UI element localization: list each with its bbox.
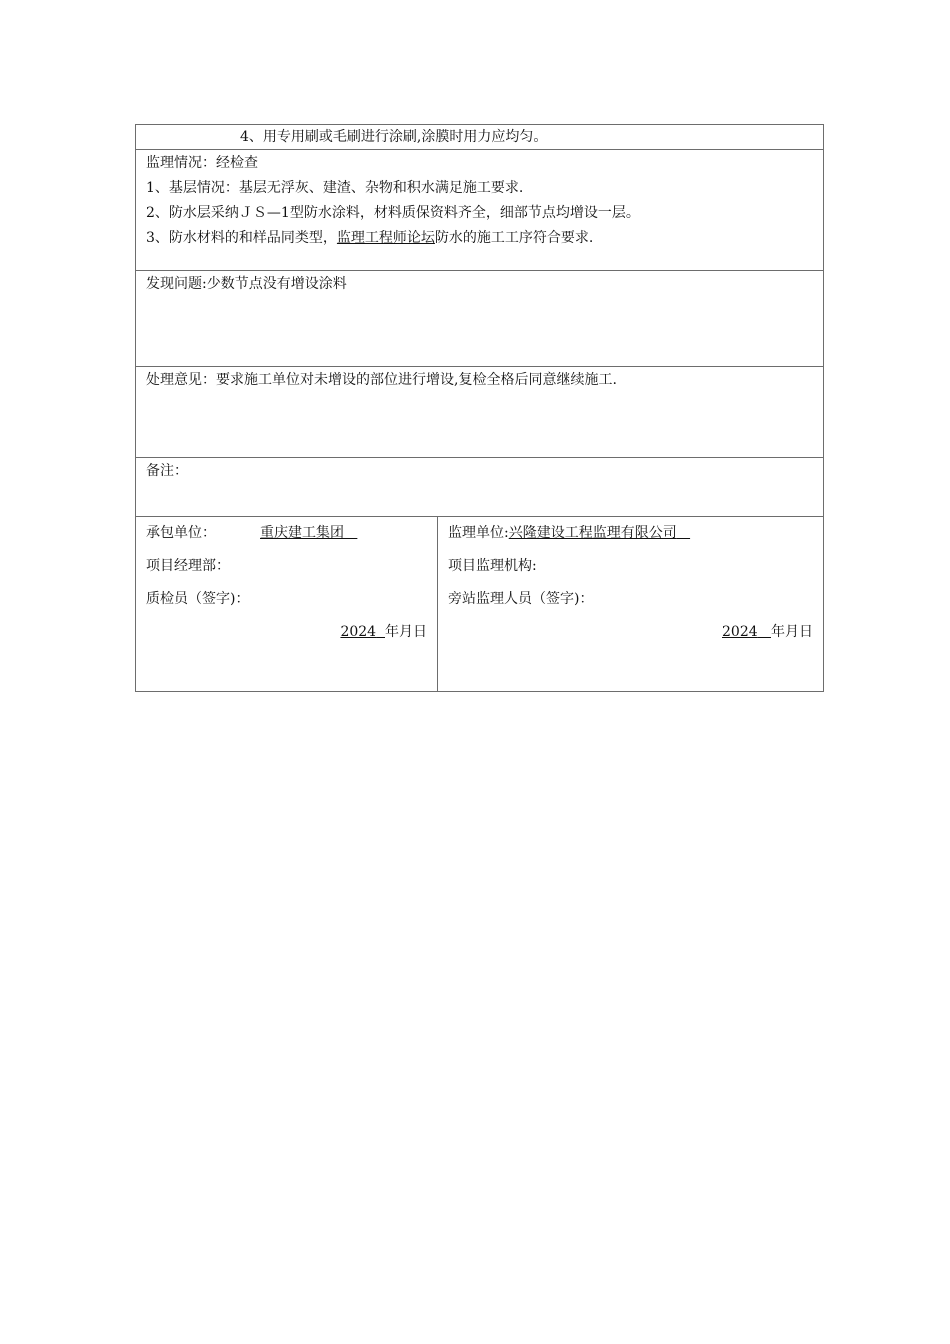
forum-link[interactable]: 监理工程师论坛 [336, 230, 435, 246]
contractor-block [136, 517, 438, 691]
contractor-year: 2024 [340, 624, 377, 640]
remarks-label: 备注： [146, 463, 188, 479]
contractor-unit [146, 517, 427, 550]
supervisor-unit [448, 517, 813, 550]
supervisor-date [448, 616, 813, 649]
supervision-item-1: 1、基层情况：基层无浮灰、建渣、杂物和积水满足施工要求. [146, 180, 524, 196]
inspector-sign-label: 质检员（签字)： [146, 591, 250, 607]
signature-section [136, 517, 823, 691]
construction-step-text: 4、用专用刷或毛刷进行涂刷,涂膜时用力应均匀。 [240, 129, 548, 145]
supervision-item-3-end: 防水的施工工序符合要求. [434, 230, 594, 246]
supervisor-year: 2024 [722, 624, 758, 640]
contractor-unit-value: 重庆建工集团 [260, 525, 344, 541]
supervision-item-2: 2、防水层采纳ＪＳ—1型防水涂料，材料质保资料齐全，细部节点均增设一层。 [146, 205, 640, 221]
contractor-date-suffix: 年月日 [385, 624, 427, 640]
supervisor-org-label: 项目监理机构: [448, 558, 537, 574]
inspection-record-table [135, 124, 824, 692]
contractor-date [146, 616, 427, 649]
remarks-section [136, 458, 823, 517]
contractor-dept-label: 项目经理部： [146, 558, 230, 574]
supervision-item-3 [146, 226, 813, 251]
problem-text: 发现问题:少数节点没有增设涂料 [146, 276, 347, 292]
supervisor-person-label: 旁站监理人员（签字)： [448, 591, 594, 607]
supervisor-date-suffix: 年月日 [771, 624, 813, 640]
supervisor-unit-value: 兴隆建设工程监理有限公司 [508, 525, 677, 541]
contractor-unit-label: 承包单位： [146, 525, 216, 541]
supervisor-unit-label: 监理单位: [448, 525, 509, 541]
supervision-section [136, 150, 823, 271]
problem-section [136, 271, 823, 367]
construction-step-row [136, 125, 823, 150]
supervision-item-3-start: 3、防水材料的和样品同类型， [146, 230, 337, 246]
supervision-heading: 监理情况：经检查 [146, 155, 258, 171]
opinion-section [136, 367, 823, 458]
supervisor-block [438, 517, 823, 691]
opinion-text: 处理意见：要求施工单位对未增设的部位进行增设,复检全格后同意继续施工. [146, 372, 617, 388]
